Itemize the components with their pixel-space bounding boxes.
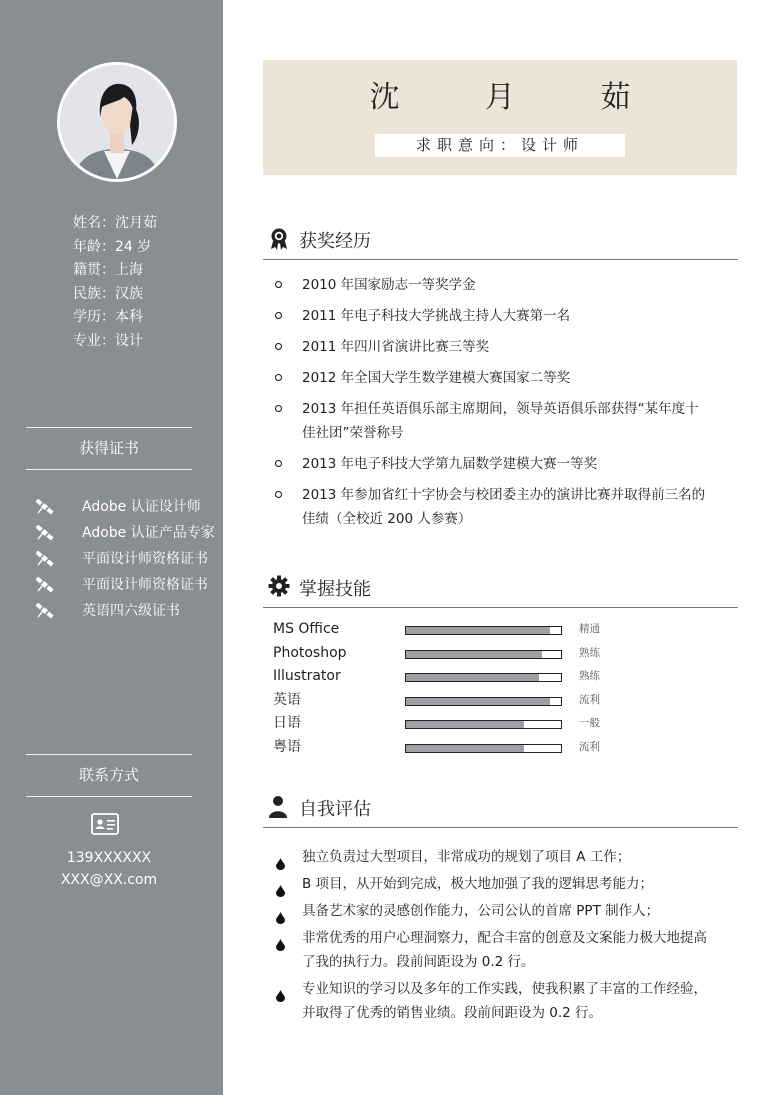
info-row [73,330,157,354]
award-item [272,335,712,359]
satellite-icon [36,551,68,567]
skills-title: 掌握技能 [299,579,371,600]
contact-title: 联系方式 [26,754,192,797]
info-value: 沈月茹 [115,215,157,231]
self-eval-item [272,845,712,869]
awards-list [272,273,712,538]
certificate-item [36,494,215,520]
award-item [272,483,712,531]
skill-bar-fill [406,674,539,681]
info-separator: ： [101,309,115,325]
self-eval-item [272,872,712,896]
skills-list [273,618,733,759]
info-label: 籍贯 [73,262,101,278]
skill-row [273,665,733,689]
award-text: 2013 年担任英语俱乐部主席期间，领导英语俱乐部获得“某年度十佳社团”荣誉称号 [302,401,699,441]
skill-bar-fill [406,627,550,634]
skill-bar-fill [406,721,524,728]
self-eval-item [272,977,712,1025]
skill-name: Illustrator [273,668,341,684]
certificate-label: 平面设计师资格证书 [82,577,208,593]
info-value: 设计 [115,332,143,349]
satellite-icon [36,499,68,515]
bullet-circle-icon [275,405,282,412]
skill-name: Photoshop [273,644,347,661]
award-text: 2012 年全国大学生数学建模大赛国家二等奖 [302,370,571,386]
skill-row [273,689,733,713]
skill-bar [405,650,562,659]
certificate-label: 英语四六级证书 [82,603,180,619]
certificate-item [36,572,215,598]
info-separator: ： [101,262,115,278]
info-label: 民族 [73,285,101,302]
award-text: 2013 年电子科技大学第九届数学建模大赛一等奖 [302,456,598,472]
info-row [73,212,157,236]
award-text: 2011 年电子科技大学挑战主持人大赛第一名 [302,308,571,324]
self-eval-heading [263,793,738,828]
award-text: 2013 年参加省红十字协会与校团委主办的演讲比赛并取得前三名的佳绩（全校近 200 人参赛） [302,487,706,527]
info-separator: ： [101,215,115,231]
skill-level: 熟练 [579,646,600,659]
sidebar [0,0,223,1095]
info-label: 专业 [73,332,101,349]
certificate-label: Adobe 认证设计师 [82,499,201,515]
avatar [57,62,177,182]
award-item [272,304,712,328]
certificate-item [36,546,215,572]
award-medal-icon [268,227,290,251]
satellite-icon [36,577,68,593]
skill-row [273,642,733,666]
info-value: 上海 [115,262,143,278]
bullet-circle-icon [275,491,282,498]
self-eval-text: 非常优秀的用户心理洞察力，配合丰富的创意及文案能力极大地提高了我的执行力。段前间距设为 0.2 行。 [302,930,707,970]
certificate-item [36,520,215,546]
info-separator: ： [101,285,115,302]
personal-info [73,212,157,353]
skill-level: 一般 [579,717,600,729]
skill-bar [405,720,562,729]
award-item [272,452,712,476]
self-eval-text: 独立负责过大型项目，非常成功的规划了项目 A 工作； [302,849,631,865]
info-value: 汉族 [115,285,143,302]
info-row [73,306,157,330]
certificates-title: 获得证书 [26,427,192,470]
certificate-list [36,494,215,624]
bullet-circle-icon [275,460,282,467]
contact-info [0,848,218,891]
job-intent: 求职意向：设计师 [375,134,625,157]
name-header [263,60,737,175]
skill-name: MS Office [273,621,340,637]
self-eval-title: 自我评估 [299,799,371,820]
self-eval-text: 具备艺术家的灵感创作能力，公司公认的首席 PPT 制作人； [302,903,660,919]
candidate-name: 沈 月 茹 [369,80,669,115]
skill-bar-fill [406,651,542,658]
person-icon [268,795,288,819]
skill-level: 精通 [579,623,600,635]
contact-email: XXX@XX.com [60,871,158,888]
gear-icon [268,575,290,597]
skill-bar-fill [406,745,524,752]
award-item [272,273,712,297]
info-row [73,259,157,283]
skill-name: 粤语 [273,738,301,755]
info-value: 24 岁 [115,238,152,255]
awards-heading [263,225,738,260]
bullet-circle-icon [275,343,282,350]
bullet-circle-icon [275,281,282,288]
skill-level: 流利 [579,740,600,753]
info-label: 年龄 [73,238,101,255]
contact-phone: 139XXXXXX [66,850,152,866]
self-eval-text: 专业知识的学习以及多年的工作实践，使我积累了丰富的工作经验，并取得了优秀的销售业绩。段前间距设为 0.2 行。 [302,981,707,1021]
skill-bar-fill [406,698,550,705]
certificate-label: 平面设计师资格证书 [82,551,208,567]
skill-bar [405,744,562,753]
skill-bar [405,626,562,635]
self-eval-list [272,845,712,1028]
skill-bar [405,697,562,706]
info-separator: ： [101,332,115,349]
info-label: 学历 [73,309,101,325]
info-value: 本科 [115,309,143,325]
skill-row [273,618,733,642]
info-label: 姓名 [73,215,101,231]
satellite-icon [36,525,68,541]
skills-heading [263,573,738,608]
skill-name: 日语 [273,715,301,731]
self-eval-item [272,926,712,974]
skill-row [273,712,733,736]
bullet-circle-icon [275,374,282,381]
award-text: 2011 年四川省演讲比赛三等奖 [302,339,490,355]
self-eval-item [272,899,712,923]
bullet-circle-icon [275,312,282,319]
certificate-label: Adobe 认证产品专家 [82,525,215,541]
self-eval-text: B 项目，从开始到完成，极大地加强了我的逻辑思考能力； [302,876,654,892]
award-item [272,397,712,445]
info-separator: ： [101,238,115,255]
award-item [272,366,712,390]
certificate-item [36,598,215,624]
info-row [73,236,157,260]
awards-title: 获奖经历 [299,231,371,252]
skill-bar [405,673,562,682]
skill-level: 熟练 [579,670,600,682]
satellite-icon [36,603,68,619]
info-row [73,283,157,307]
skill-level: 流利 [579,693,600,706]
skill-name: 英语 [273,691,301,708]
id-card-icon [91,813,119,839]
award-text: 2010 年国家励志一等奖学金 [302,277,476,293]
skill-row [273,736,733,760]
